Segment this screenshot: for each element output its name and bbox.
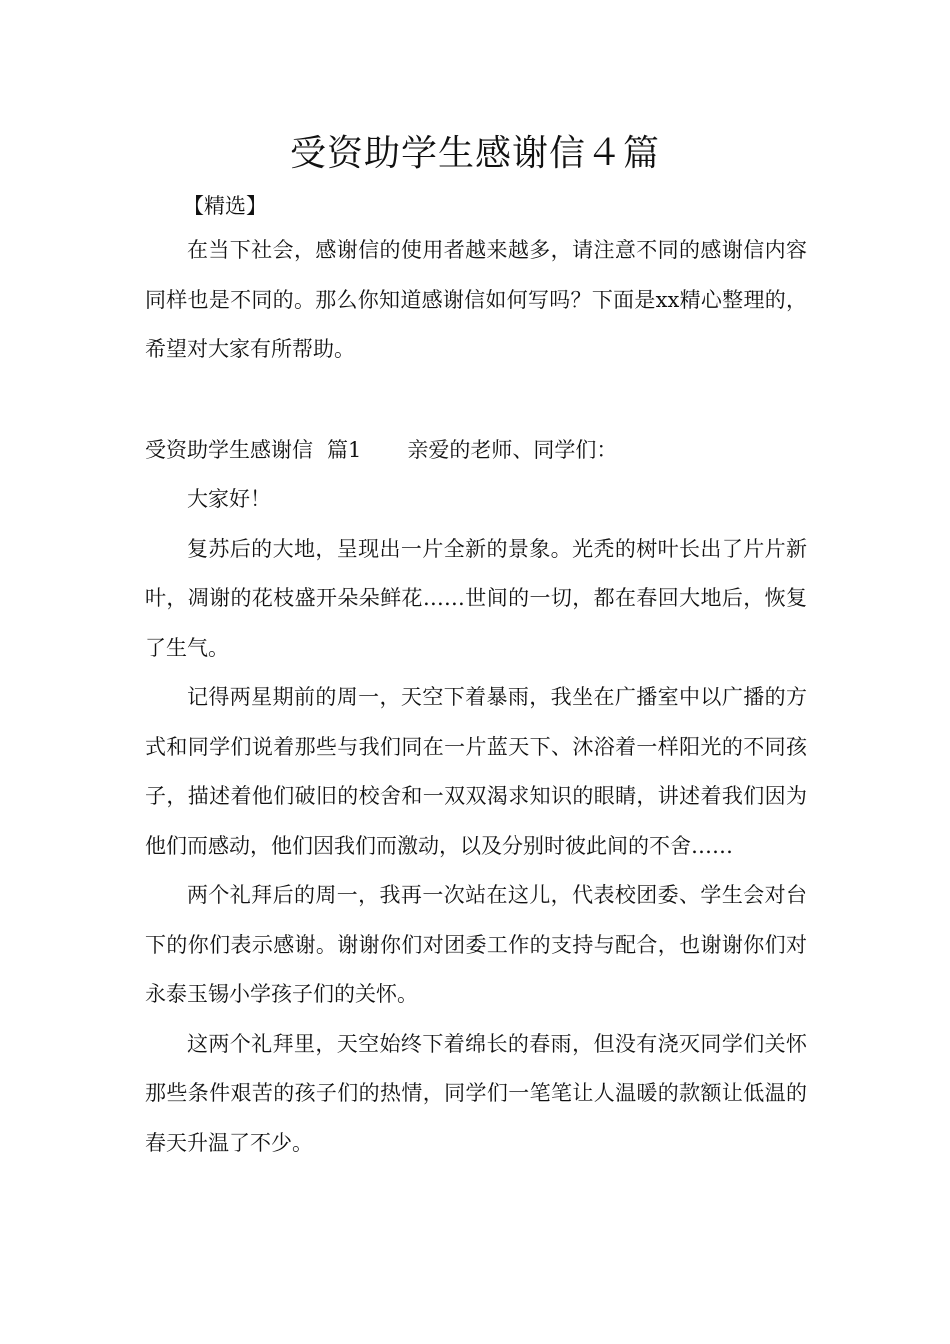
- letter-body: [145, 475, 807, 1168]
- letter-paragraph: 这两个礼拜里，天空始终下着绵长的春雨，但没有浇灭同学们关怀那些条件艰苦的孩子们的热情，同学们一笔笔让人温暖的款额让低温的春天升温了不少。: [145, 1031, 807, 1155]
- intro-paragraph: 在当下社会，感谢信的使用者越来越多，请注意不同的感谢信内容同样也是不同的。那么你知道感谢信如何写吗？下面是xx精心整理的，希望对大家有所帮助。: [145, 238, 807, 361]
- letter-paragraph: 大家好！: [187, 487, 271, 511]
- salutation: 亲爱的老师、同学们：: [407, 438, 618, 462]
- document-title: 受资助学生感谢信４篇: [289, 133, 660, 174]
- letter-paragraph: 记得两星期前的周一，天空下着暴雨，我坐在广播室中以广播的方式和同学们说着那些与我们同在一片蓝天下、沐浴着一样阳光的不同孩子，描述着他们破旧的校舍和一双双渴求知识的眼睛，讲述着我们因为他们而感动，他们因我们而激动，以及分别时彼此间的不舍……: [145, 685, 807, 858]
- section-number: 篇1: [327, 438, 362, 462]
- letter-paragraph: 复苏后的大地，呈现出一片全新的景象。光秃的树叶长出了片片新叶，凋谢的花枝盛开朵朵鲜花……世间的一切，都在春回大地后，恢复了生气。: [145, 536, 807, 660]
- intro-section: [145, 226, 807, 375]
- featured-tag: 【精选】: [183, 194, 267, 218]
- section-heading-line: [145, 426, 807, 476]
- letter-paragraph: 两个礼拜后的周一，我再一次站在这儿，代表校团委、学生会对台下的你们表示感谢。谢谢你们对团委工作的支持与配合，也谢谢你们对永泰玉锡小学孩子们的关怀。: [145, 883, 807, 1006]
- section-heading: 受资助学生感谢信: [145, 438, 313, 462]
